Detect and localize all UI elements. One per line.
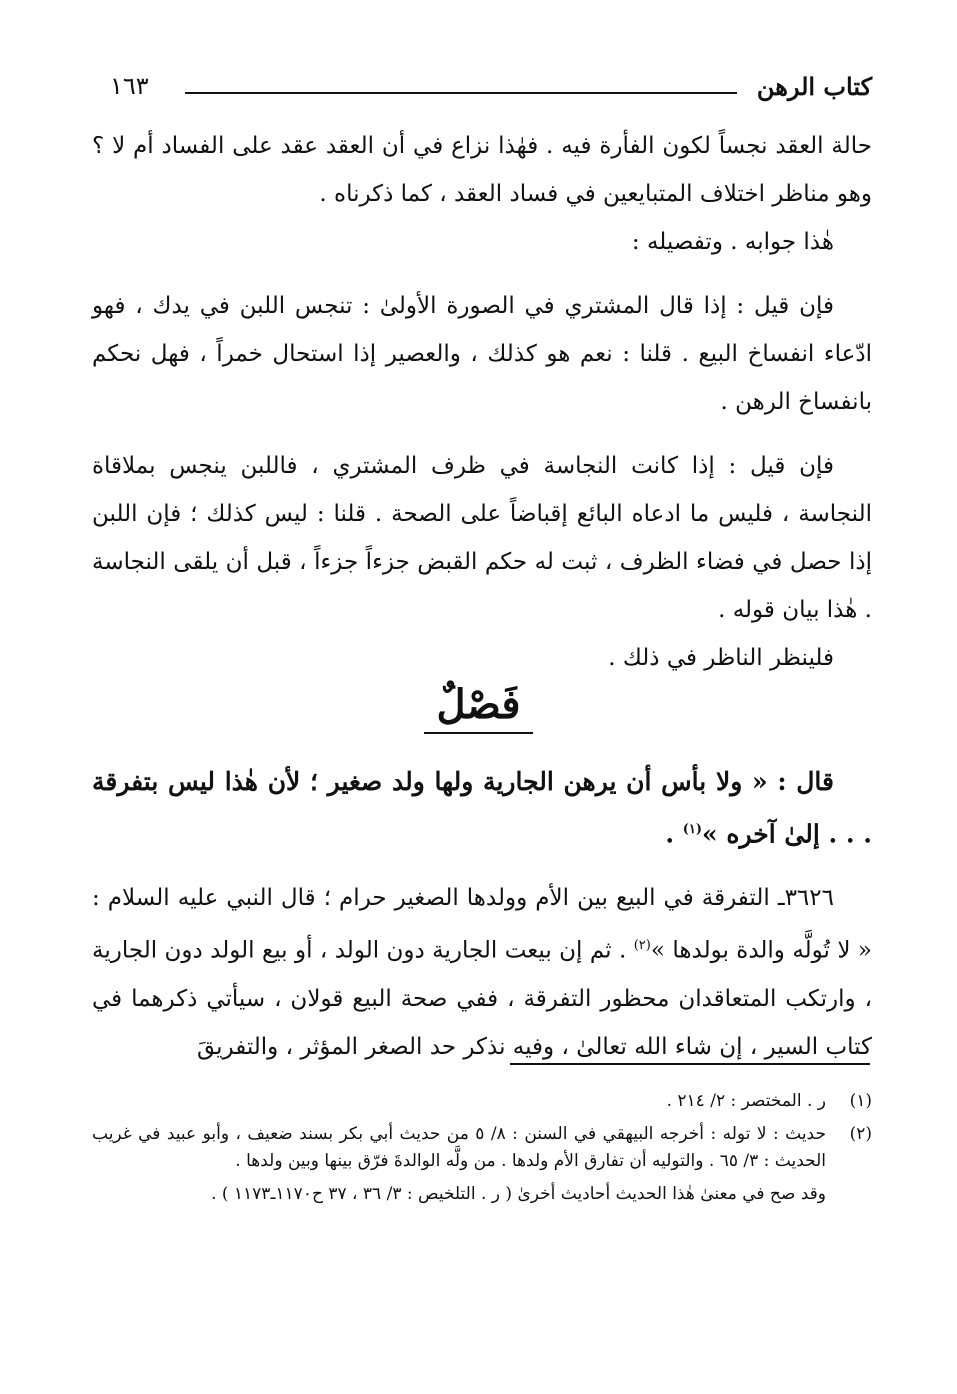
paragraph-answer: هٰذا جوابه . وتفصيله : [631,229,834,255]
paragraph-conclusion: فلينظر الناظر في ذلك . [608,645,834,671]
footnote-text: ر . المختصر : ٢/ ٢١٤ . [666,1091,826,1111]
header-rule [185,92,737,94]
spacer [92,266,872,282]
paragraph-continuation: حالة العقد نجساً لكون الفأرة فيه . فهٰذا نزاع في أن العقد عقد على الفساد أم لا ؟ وهو مناظر اختلاف المتبايعين في فساد العقد ، كما ذكرناه . [92,133,872,207]
spacer [92,426,872,442]
section-heading [0,678,957,734]
main-text-lower [92,758,872,1071]
footnote-text: حديث : لا توله : أخرجه البيهقي في السنن : ٨/ ٥ من حديث أبي بكر بسند ضعيف ، وأبو عبيد في غريب الحديث : ٣/ ٦٥ . والتوليه أن تفارق الأم ولدها . من ولَّه الوالدةَ فرّق بينها وبين ولدها . [92,1124,826,1171]
footnotes [92,1088,872,1208]
footnote-ref-1[interactable]: (١) [682,822,703,837]
footnote-number: (٢) [849,1124,872,1144]
footnote-2-continuation: وقد صح في معنىٰ هٰذا الحديث أحاديث أخرىٰ ( ر . التلخيص : ٣/ ٣٦ ، ٣٧ ح١١٧٠ـ١١٧٣ ) . [211,1184,826,1204]
running-header [110,72,872,112]
page-number: ١٦٣ [110,72,149,100]
quote-text: قال : « ولا بأس أن يرهن الجارية ولها ولد صغير ؛ لأن هٰذا ليس بتفرقة . . . إلىٰ آخره » [92,767,872,849]
footnote-1 [92,1088,872,1115]
quote-end: . [665,819,683,849]
paragraph-objection-2: فإن قيل : إذا كانت النجاسة في ظرف المشتري ، فاللبن ينجس بملاقاة النجاسة ، فليس ما ادعاه البائع إقباضاً على الصحة . قلنا : ليس كذلك ؛ فإن اللبن إذا حصل في فضاء الظرف ، ثبت له حكم القبض جزءاً جزءاً ، قبل أن يلقى النجاسة . هٰذا بيان قوله . [92,453,872,623]
footnote-ref-2[interactable]: (٢) [633,938,651,954]
spacer [92,858,872,874]
footnote-2 [92,1121,872,1175]
quoted-text [92,758,872,858]
section-heading-text: فَصْلٌ [424,678,532,734]
main-text-upper [92,122,872,682]
footnote-separator [510,1063,870,1065]
book-title: كتاب الرهن [756,72,872,101]
footnote-number: (١) [849,1091,872,1111]
paragraph-entry-3626 [92,874,872,1071]
entry-text-a: ٣٦٢٦ـ التفرقة في البيع بين الأم وولدها الصغير حرام ؛ قال النبي عليه السلام : « لا تُولَّه والدة بولدها » [92,885,872,964]
entry-text-b: . ثم إن بيعت الجارية دون الولد ، أو بيع الولد دون الجارية ، وارتكب المتعاقدان محظور التفرقة ، ففي صحة البيع قولان ، سيأتي ذكرهما في كتاب السير ، إن شاء الله تعالىٰ ، وفيه نذكر حد الصغر المؤثر ، والتفريقَ [92,937,872,1060]
paragraph-objection-1: فإن قيل : إذا قال المشتري في الصورة الأولىٰ : تنجس اللبن في يدك ، فهو ادّعاء انفساخ البيع . قلنا : نعم هو كذلك ، والعصير إذا استحال خمراً ، فهل نحكم بانفساخ الرهن . [92,293,872,415]
